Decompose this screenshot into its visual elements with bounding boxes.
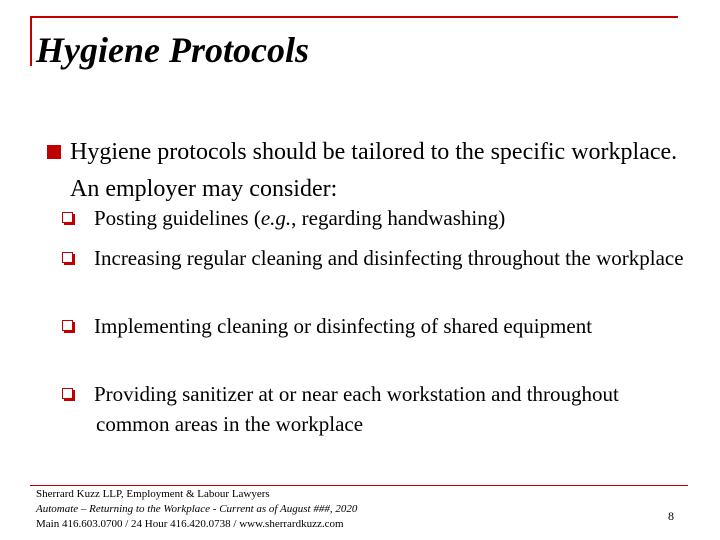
sub-bullet-text: Providing sanitizer at or near each workstation and throughout common areas in the workplace [94, 382, 619, 436]
main-bullet-text: Hygiene protocols should be tailored to the specific workplace. An employer may consider: [70, 139, 678, 202]
footer-contact: Main 416.603.0700 / 24 Hour 416.420.0738 / www.sherrardkuzz.com [36, 518, 344, 530]
sub-bullet-text [96, 203, 692, 233]
sub-bullet-text-part: , regarding handwashing) [291, 206, 506, 230]
sub-bullet-text-part: Posting guidelines ( [94, 206, 261, 230]
sub-bullet-1 [62, 203, 692, 233]
main-bullet [40, 134, 680, 208]
sub-bullet-4 [62, 379, 692, 439]
square-bullet-icon [47, 145, 61, 159]
footer-subtitle: Automate – Returning to the Workplace - Current as of August ###, 2020 [36, 503, 358, 515]
checkbox-bullet-icon [62, 388, 73, 399]
sub-bullet-3 [62, 311, 692, 341]
sub-bullet-text: Implementing cleaning or disinfecting of shared equipment [94, 314, 593, 338]
footer-rule [30, 485, 688, 486]
checkbox-bullet-icon [62, 320, 73, 331]
checkbox-bullet-icon [62, 252, 73, 263]
checkbox-bullet-icon [62, 212, 73, 223]
sub-bullet-2 [62, 243, 692, 273]
sub-bullet-text-emphasis: e.g. [260, 206, 292, 230]
slide-title: Hygiene Protocols [36, 30, 309, 70]
title-rule-top [30, 16, 678, 18]
footer [36, 487, 596, 532]
footer-firm: Sherrard Kuzz LLP, Employment & Labour Lawyers [36, 488, 270, 500]
title-rule-left [30, 16, 32, 66]
sub-bullet-text: Increasing regular cleaning and disinfecting throughout the workplace [94, 246, 684, 270]
page-number: 8 [668, 509, 674, 523]
